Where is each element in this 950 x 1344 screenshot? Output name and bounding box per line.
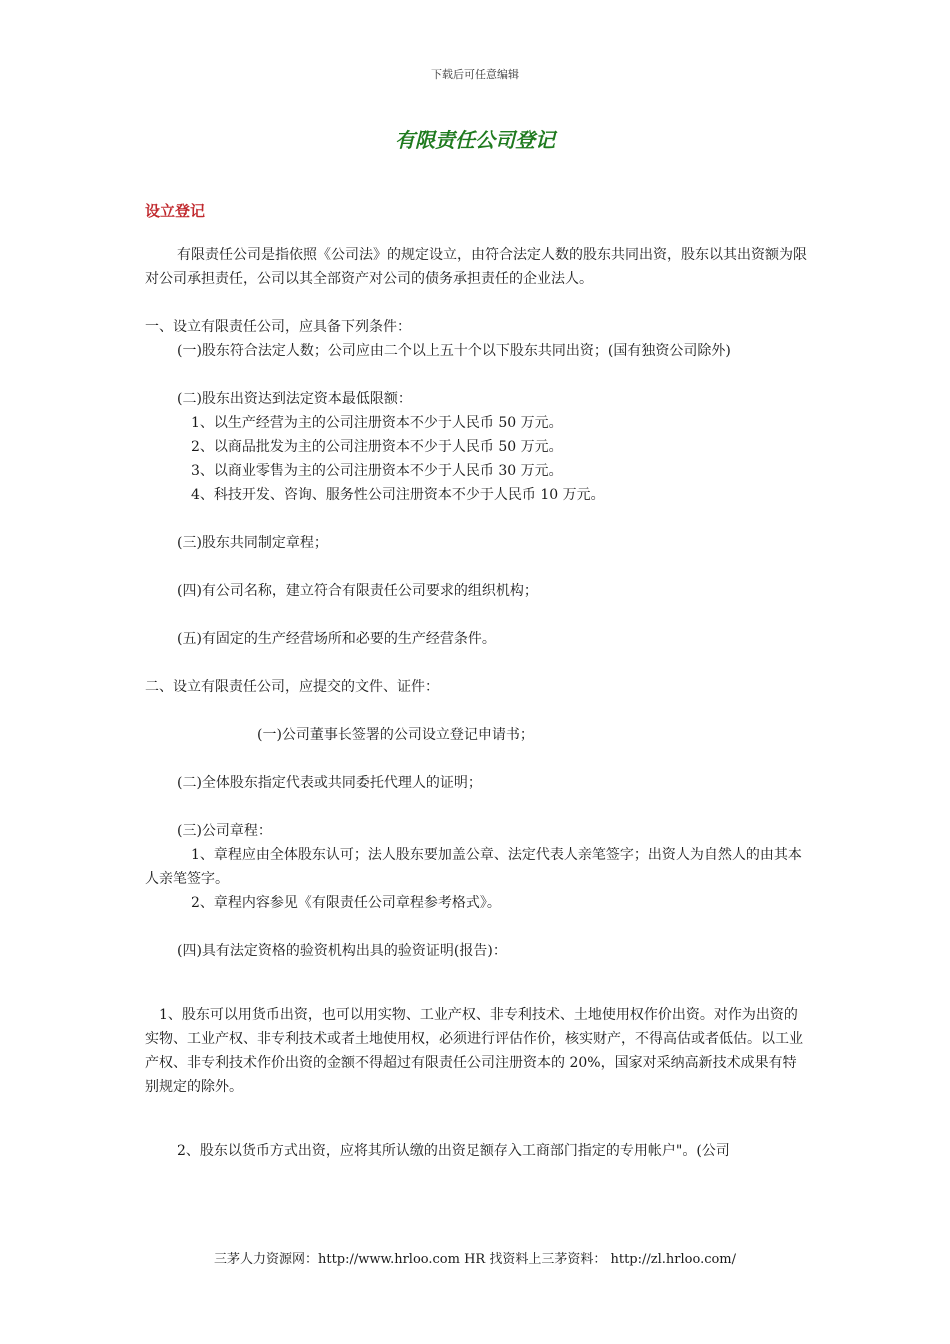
document-3: (三)公司章程：	[177, 823, 272, 839]
condition-3: (三)股东共同制定章程；	[177, 535, 328, 551]
condition-4: (四)有公司名称，建立符合有限责任公司要求的组织机构；	[177, 583, 538, 599]
capital-contribution-item-2: 2、股东以货币方式出资，应将其所认缴的出资足额存入工商部门指定的专用帐户"。(公司	[177, 1143, 730, 1159]
condition-5: (五)有固定的生产经营场所和必要的生产经营条件。	[177, 631, 496, 647]
articles-item-1: 1、章程应由全体股东认可；法人股东要加盖公章、法定代表人亲笔签字；出资人为自然人的由其本人亲笔签字。	[145, 847, 802, 887]
page-footer: 三茅人力资源网：http://www.hrloo.com HR 找资料上三茅资料： http://zl.hrloo.com/	[213, 1252, 737, 1267]
document-2: (二)全体股东指定代表或共同委托代理人的证明；	[177, 775, 482, 791]
capital-item-1: 1、以生产经营为主的公司注册资本不少于人民币 50 万元。	[191, 415, 563, 431]
section-heading: 设立登记	[145, 202, 206, 220]
capital-item-4: 4、科技开发、咨询、服务性公司注册资本不少于人民币 10 万元。	[191, 487, 605, 503]
header-note: 下载后可任意编辑	[431, 68, 519, 81]
capital-item-3: 3、以商业零售为主的公司注册资本不少于人民币 30 万元。	[191, 463, 563, 479]
document-4: (四)具有法定资格的验资机构出具的验资证明(报告)：	[177, 943, 507, 959]
document-1: (一)公司董事长签署的公司设立登记申请书；	[257, 727, 534, 743]
condition-1: (一)股东符合法定人数；公司应由二个以上五十个以下股东共同出资；(国有独资公司除外)	[177, 343, 731, 359]
part1-heading: 一、设立有限责任公司，应具备下列条件：	[145, 319, 411, 335]
document-title: 有限责任公司登记	[395, 128, 555, 152]
intro-paragraph: 有限责任公司是指依照《公司法》的规定设立，由符合法定人数的股东共同出资，股东以其出资额为限对公司承担责任，公司以其全部资产对公司的债务承担责任的企业法人。	[145, 247, 807, 287]
part2-heading: 二、设立有限责任公司，应提交的文件、证件：	[145, 679, 439, 695]
capital-contribution-item-1: 1、股东可以用货币出资，也可以用实物、工业产权、非专利技术、土地使用权作价出资。对作为出资的实物、工业产权、非专利技术或者土地使用权，必须进行评估作价，核实财产，不得高估或者低估。以工业产权、非专利技术作价出资的金额不得超过有限责任公司注册资本的 20%，国家对采纳高新技术成果有特别规定的除外。	[145, 1007, 803, 1095]
condition-2: (二)股东出资达到法定资本最低限额：	[177, 391, 412, 407]
capital-item-2: 2、以商品批发为主的公司注册资本不少于人民币 50 万元。	[191, 439, 563, 455]
document-body	[145, 243, 807, 1163]
articles-item-2: 2、章程内容参见《有限责任公司章程参考格式》。	[191, 895, 501, 911]
